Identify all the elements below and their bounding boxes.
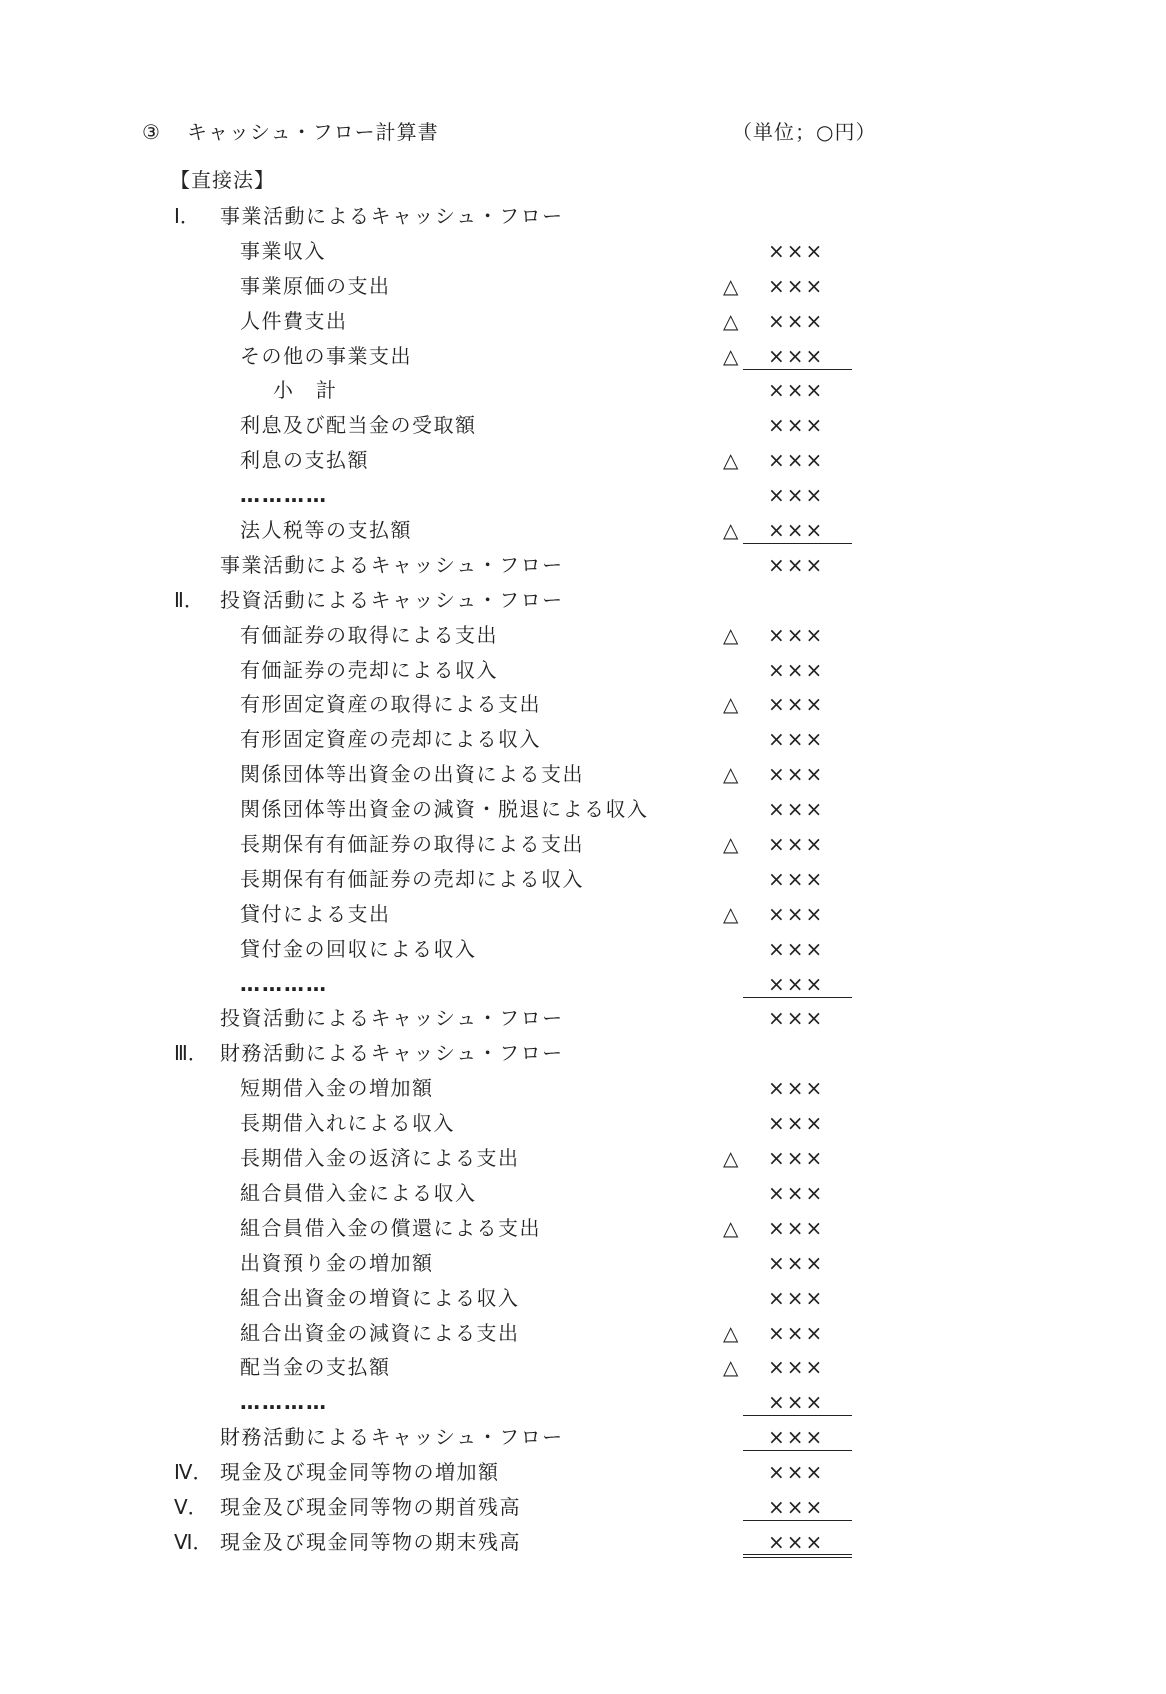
table-row [0,898,1166,933]
table-row [0,1282,1166,1317]
amount: ××× [768,273,825,298]
negative-mark: △ [723,518,739,543]
negative-mark: △ [723,308,739,333]
table-row [0,793,1166,828]
total-underline [743,997,852,998]
row-label: 組合出資金の減資による支出 [240,1320,520,1345]
table-row [0,654,1166,689]
row-label: 利息の支払額 [240,448,369,473]
row-label: 現金及び現金同等物の期首残高 [220,1494,521,1519]
row-label: 財務活動によるキャッシュ・フロー [220,1425,564,1450]
ellipsis-label: ………… [240,483,328,508]
row-label: 有価証券の売却による収入 [240,657,498,682]
table-row [0,758,1166,793]
table-row [0,479,1166,514]
amount: ××× [768,971,825,996]
row-label: 組合員借入金の償還による支出 [240,1215,541,1240]
row-label: 長期借入れによる収入 [240,1111,455,1136]
amount: ××× [768,1425,825,1450]
row-label: 長期保有有価証券の売却による収入 [240,866,584,891]
table-row [0,619,1166,654]
roman-numeral: Ⅳ． [174,1460,213,1485]
amount: ××× [768,238,825,263]
roman-numeral: Ⅰ． [174,204,200,228]
table-row [0,828,1166,863]
negative-mark: △ [723,762,739,787]
roman-numeral: Ⅵ． [174,1529,213,1554]
amount: ××× [768,1285,825,1310]
amount: ××× [768,1146,825,1171]
roman-numeral: Ⅲ． [174,1041,208,1066]
row-label: 貸付による支出 [240,901,391,926]
section-total-investing [0,1002,1166,1037]
amount: ××× [768,832,825,857]
table-row [0,340,1166,375]
row-label: 有形固定資産の取得による支出 [240,692,541,717]
amount: ××× [768,448,825,473]
section-heading-investing [0,584,1166,619]
row-label: 投資活動によるキャッシュ・フロー [220,1006,564,1031]
table-row [0,270,1166,305]
negative-mark: △ [723,901,739,926]
table-row [0,444,1166,479]
amount: ××× [768,1111,825,1136]
negative-mark: △ [723,832,739,857]
roman-numeral: Ⅱ． [174,587,204,612]
table-row [0,1072,1166,1107]
amount: ××× [768,1529,825,1554]
table-row [0,1177,1166,1212]
ellipsis-label: ………… [240,1390,328,1415]
row-label: 有価証券の取得による支出 [240,622,498,647]
row-label: 関係団体等出資金の減資・脱退による収入 [240,797,649,822]
amount: ××× [768,866,825,891]
negative-mark: △ [723,1320,739,1345]
row-label: 配当金の支払額 [240,1355,391,1380]
row-label: 組合出資金の増資による収入 [240,1285,520,1310]
section-number: ③ [142,120,160,144]
total-underline [743,543,852,544]
amount: ××× [768,692,825,717]
row-label: 関係団体等出資金の出資による支出 [240,762,584,787]
amount: ××× [768,343,825,368]
row-label: 人件費支出 [240,308,348,333]
table-row [0,409,1166,444]
table-row [0,1142,1166,1177]
amount: ××× [768,1320,825,1345]
row-label: 法人税等の支払額 [240,518,412,543]
section-heading-operating [0,200,1166,235]
amount: ××× [768,1180,825,1205]
table-row [0,723,1166,758]
statement-table [0,200,1166,1561]
row-label: 短期借入金の増加額 [240,1076,434,1101]
amount: ××× [768,1460,825,1485]
section-heading-financing [0,1037,1166,1072]
amount: ××× [768,413,825,438]
row-label: 小 計 [273,378,338,403]
statement-header [142,122,882,152]
row-label: 組合員借入金による収入 [240,1180,477,1205]
amount: ××× [768,901,825,926]
roman-numeral: Ⅴ． [174,1494,208,1519]
amount: ××× [768,378,825,403]
total-underline [743,1520,852,1521]
summary-row-increase [0,1456,1166,1491]
row-label: 事業原価の支出 [240,273,391,298]
amount: ××× [768,657,825,682]
amount: ××× [768,1355,825,1380]
amount: ××× [768,727,825,752]
row-label: 長期保有有価証券の取得による支出 [240,832,584,857]
row-label: 貸付金の回収による収入 [240,936,477,961]
unit-note: （単位；○円） [732,120,877,144]
table-row [0,1317,1166,1352]
table-row [0,1247,1166,1282]
method-label: 【直接法】 [170,168,275,192]
amount: ××× [768,308,825,333]
ellipsis-label: ………… [240,971,328,996]
row-label: 有形固定資産の売却による収入 [240,727,541,752]
amount: ××× [768,797,825,822]
summary-row-closing-balance [0,1526,1166,1561]
amount: ××× [768,1494,825,1519]
amount: ××× [768,518,825,543]
row-label: その他の事業支出 [240,343,412,368]
negative-mark: △ [723,343,739,368]
summary-row-opening-balance [0,1491,1166,1526]
amount: ××× [768,483,825,508]
row-label: 現金及び現金同等物の期末残高 [220,1529,521,1554]
table-row [0,235,1166,270]
negative-mark: △ [723,622,739,647]
amount: ××× [768,1076,825,1101]
table-row [0,514,1166,549]
row-label: 事業活動によるキャッシュ・フロー [220,552,564,577]
table-row [0,933,1166,968]
amount: ××× [768,552,825,577]
table-row [0,968,1166,1003]
subtotal-underline [743,369,852,370]
table-row [0,1386,1166,1421]
row-label: 事業収入 [240,238,326,263]
row-label: 財務活動によるキャッシュ・フロー [220,1041,564,1066]
amount: ××× [768,936,825,961]
total-underline [743,1450,852,1451]
negative-mark: △ [723,1215,739,1240]
negative-mark: △ [723,692,739,717]
row-label: 出資預り金の増加額 [240,1250,434,1275]
double-underline [743,1554,852,1558]
section-total-financing [0,1421,1166,1456]
table-row [0,1212,1166,1247]
row-label: 長期借入金の返済による支出 [240,1146,520,1171]
table-row [0,1351,1166,1386]
statement-title: キャッシュ・フロー計算書 [187,120,439,144]
section-total-operating [0,549,1166,584]
negative-mark: △ [723,273,739,298]
amount: ××× [768,1215,825,1240]
amount: ××× [768,1250,825,1275]
amount: ××× [768,762,825,787]
negative-mark: △ [723,448,739,473]
negative-mark: △ [723,1146,739,1171]
subtotal-row [0,374,1166,409]
table-row [0,1107,1166,1142]
table-row [0,863,1166,898]
negative-mark: △ [723,1355,739,1380]
amount: ××× [768,1390,825,1415]
row-label: 利息及び配当金の受取額 [240,413,477,438]
amount: ××× [768,1006,825,1031]
row-label: 投資活動によるキャッシュ・フロー [220,587,564,612]
table-row [0,688,1166,723]
row-label: 事業活動によるキャッシュ・フロー [220,204,564,228]
total-underline [743,1415,852,1416]
table-row [0,305,1166,340]
row-label: 現金及び現金同等物の増加額 [220,1460,500,1485]
amount: ××× [768,622,825,647]
